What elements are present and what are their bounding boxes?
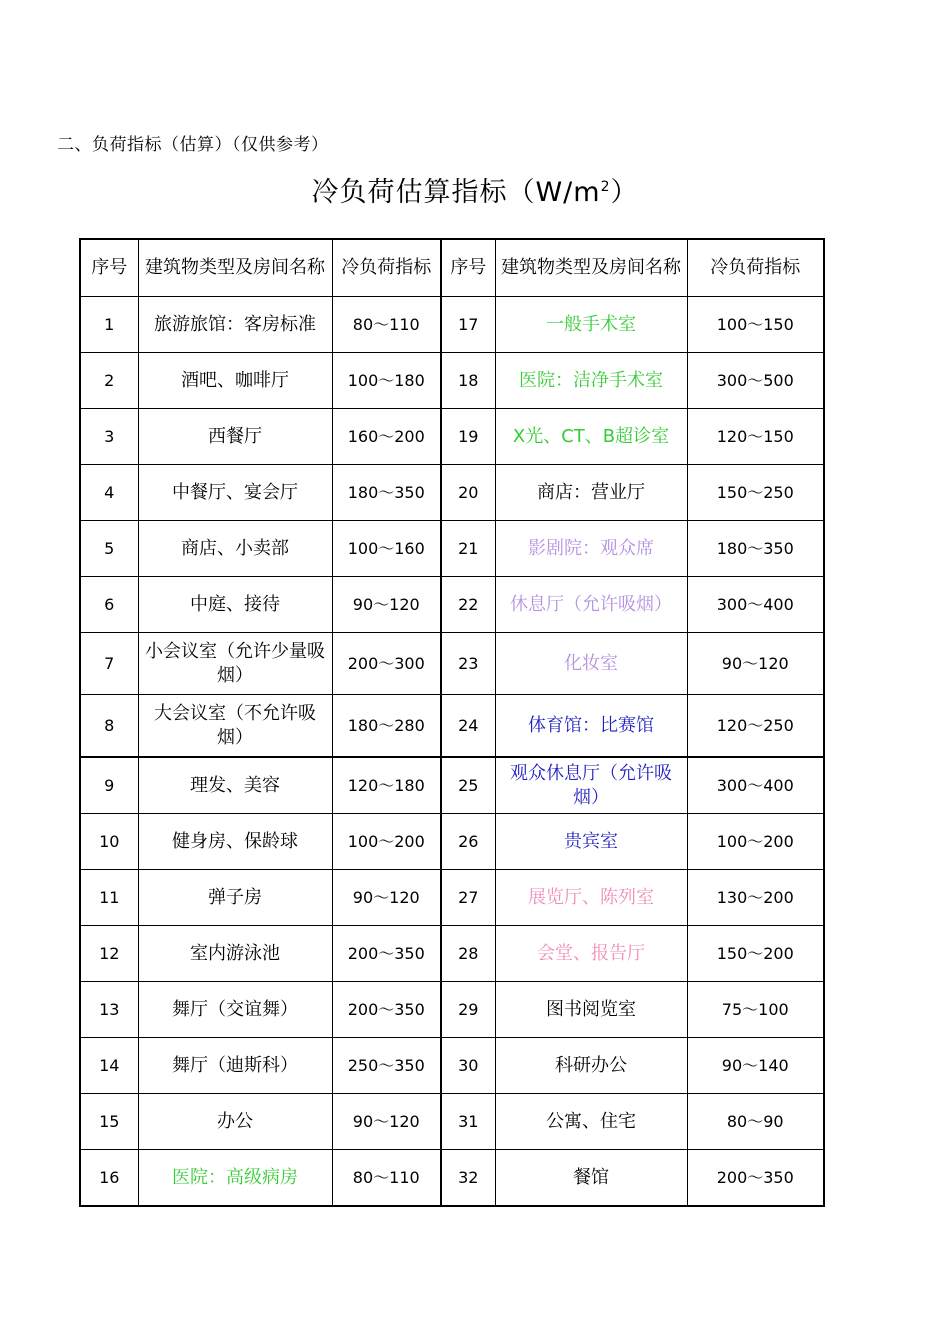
- table-row: [80, 297, 824, 353]
- cooling-load-table: [79, 238, 825, 1207]
- table-header-row: [80, 239, 824, 297]
- room-type-2: 科研办公: [495, 1038, 687, 1094]
- load-index-2: 300～500: [687, 353, 824, 409]
- header-name: 建筑物类型及房间名称: [138, 239, 332, 297]
- load-index: 100～180: [332, 353, 441, 409]
- table-row: [80, 521, 824, 577]
- load-index: 180～350: [332, 465, 441, 521]
- room-type-2: 公寓、住宅: [495, 1094, 687, 1150]
- row-number: 11: [80, 870, 138, 926]
- load-index-2: 90～140: [687, 1038, 824, 1094]
- load-index: 90～120: [332, 577, 441, 633]
- row-number: 7: [80, 633, 138, 695]
- load-index: 180～280: [332, 695, 441, 758]
- room-type-2: 观众休息厅（允许吸烟）: [495, 757, 687, 814]
- load-index-2: 200～350: [687, 1150, 824, 1207]
- row-number: 9: [80, 757, 138, 814]
- table-row: [80, 633, 824, 695]
- room-type-2: 图书阅览室: [495, 982, 687, 1038]
- row-number: 15: [80, 1094, 138, 1150]
- row-number-2: 28: [441, 926, 495, 982]
- header-index-2: 冷负荷指标: [687, 239, 824, 297]
- room-type: 商店、小卖部: [138, 521, 332, 577]
- load-index-2: 150～250: [687, 465, 824, 521]
- table-row: [80, 1038, 824, 1094]
- page-title: [0, 170, 950, 209]
- room-type: 医院：高级病房: [138, 1150, 332, 1207]
- table-row: [80, 577, 824, 633]
- header-no: 序号: [80, 239, 138, 297]
- room-type: 酒吧、咖啡厅: [138, 353, 332, 409]
- row-number: 10: [80, 814, 138, 870]
- room-type: 旅游旅馆：客房标准: [138, 297, 332, 353]
- room-type-2: 会堂、报告厅: [495, 926, 687, 982]
- load-index-2: 120～150: [687, 409, 824, 465]
- load-index-2: 130～200: [687, 870, 824, 926]
- load-index-2: 90～120: [687, 633, 824, 695]
- row-number-2: 17: [441, 297, 495, 353]
- row-number-2: 24: [441, 695, 495, 758]
- load-index-2: 300～400: [687, 757, 824, 814]
- load-index: 90～120: [332, 870, 441, 926]
- row-number-2: 32: [441, 1150, 495, 1207]
- header-no-2: 序号: [441, 239, 495, 297]
- table-row: [80, 982, 824, 1038]
- room-type: 西餐厅: [138, 409, 332, 465]
- load-index-2: 120～250: [687, 695, 824, 758]
- room-type: 办公: [138, 1094, 332, 1150]
- table-row: [80, 870, 824, 926]
- table-row: [80, 926, 824, 982]
- table-row: [80, 1094, 824, 1150]
- table-row: [80, 465, 824, 521]
- load-index-2: 150～200: [687, 926, 824, 982]
- table-row: [80, 814, 824, 870]
- row-number-2: 19: [441, 409, 495, 465]
- row-number-2: 20: [441, 465, 495, 521]
- room-type: 小会议室（允许少量吸烟）: [138, 633, 332, 695]
- title-close: ）: [610, 177, 639, 208]
- title-superscript: 2: [600, 179, 611, 195]
- load-index: 250～350: [332, 1038, 441, 1094]
- row-number: 12: [80, 926, 138, 982]
- room-type-2: X光、CT、B超诊室: [495, 409, 687, 465]
- header-index: 冷负荷指标: [332, 239, 441, 297]
- room-type-2: 餐馆: [495, 1150, 687, 1207]
- load-index: 90～120: [332, 1094, 441, 1150]
- load-index: 100～160: [332, 521, 441, 577]
- load-index: 80～110: [332, 1150, 441, 1207]
- title-text: 冷负荷估算指标（W/m: [311, 177, 601, 208]
- room-type-2: 影剧院：观众席: [495, 521, 687, 577]
- load-index: 200～350: [332, 926, 441, 982]
- room-type-2: 医院：洁净手术室: [495, 353, 687, 409]
- table-row: [80, 695, 824, 758]
- load-index: 200～300: [332, 633, 441, 695]
- room-type: 弹子房: [138, 870, 332, 926]
- row-number: 8: [80, 695, 138, 758]
- row-number: 4: [80, 465, 138, 521]
- row-number-2: 22: [441, 577, 495, 633]
- room-type: 中庭、接待: [138, 577, 332, 633]
- room-type-2: 休息厅（允许吸烟）: [495, 577, 687, 633]
- row-number-2: 21: [441, 521, 495, 577]
- room-type-2: 体育馆：比赛馆: [495, 695, 687, 758]
- row-number: 2: [80, 353, 138, 409]
- room-type-2: 贵宾室: [495, 814, 687, 870]
- row-number: 14: [80, 1038, 138, 1094]
- room-type: 舞厅（交谊舞）: [138, 982, 332, 1038]
- room-type: 大会议室（不允许吸烟）: [138, 695, 332, 758]
- room-type-2: 展览厅、陈列室: [495, 870, 687, 926]
- row-number-2: 27: [441, 870, 495, 926]
- room-type: 舞厅（迪斯科）: [138, 1038, 332, 1094]
- row-number: 5: [80, 521, 138, 577]
- row-number-2: 18: [441, 353, 495, 409]
- table-row: [80, 409, 824, 465]
- load-index-2: 100～200: [687, 814, 824, 870]
- load-index: 100～200: [332, 814, 441, 870]
- row-number: 13: [80, 982, 138, 1038]
- room-type: 中餐厅、宴会厅: [138, 465, 332, 521]
- room-type-2: 一般手术室: [495, 297, 687, 353]
- room-type: 健身房、保龄球: [138, 814, 332, 870]
- room-type: 室内游泳池: [138, 926, 332, 982]
- row-number-2: 31: [441, 1094, 495, 1150]
- row-number: 3: [80, 409, 138, 465]
- load-index-2: 300～400: [687, 577, 824, 633]
- room-type-2: 化妆室: [495, 633, 687, 695]
- row-number-2: 29: [441, 982, 495, 1038]
- row-number: 1: [80, 297, 138, 353]
- room-type-2: 商店：营业厅: [495, 465, 687, 521]
- room-type: 理发、美容: [138, 757, 332, 814]
- row-number-2: 23: [441, 633, 495, 695]
- load-index: 200～350: [332, 982, 441, 1038]
- table-row: [80, 1150, 824, 1207]
- row-number: 6: [80, 577, 138, 633]
- load-index: 160～200: [332, 409, 441, 465]
- row-number-2: 25: [441, 757, 495, 814]
- load-index-2: 100～150: [687, 297, 824, 353]
- table-row: [80, 757, 824, 814]
- load-index: 80～110: [332, 297, 441, 353]
- row-number-2: 30: [441, 1038, 495, 1094]
- load-index: 120～180: [332, 757, 441, 814]
- row-number: 16: [80, 1150, 138, 1207]
- row-number-2: 26: [441, 814, 495, 870]
- load-index-2: 80～90: [687, 1094, 824, 1150]
- header-name-2: 建筑物类型及房间名称: [495, 239, 687, 297]
- table-row: [80, 353, 824, 409]
- section-heading: 二、负荷指标（估算）（仅供参考）: [57, 135, 329, 155]
- load-index-2: 180～350: [687, 521, 824, 577]
- load-index-2: 75～100: [687, 982, 824, 1038]
